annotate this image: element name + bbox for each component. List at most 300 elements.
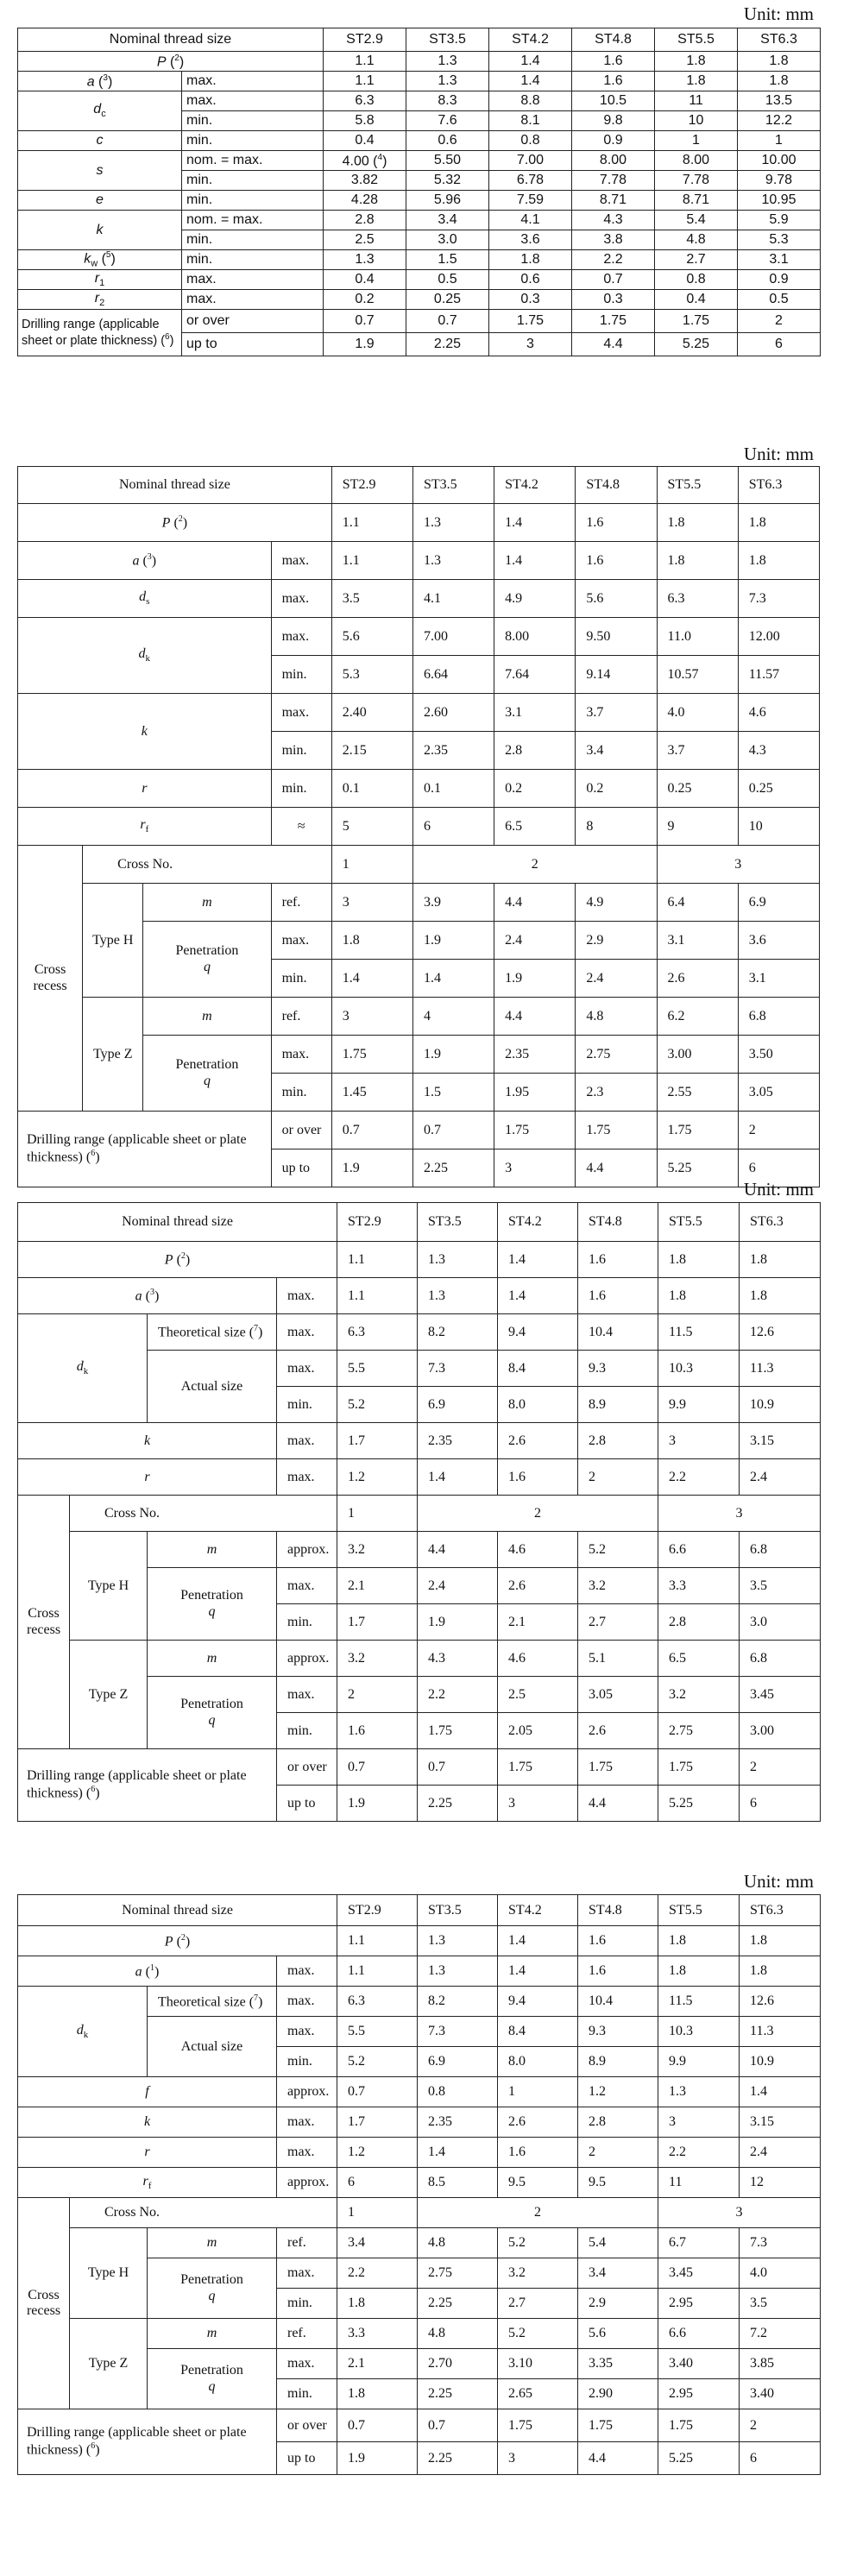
table-cell: 0.9	[738, 270, 821, 290]
param-label-f: f	[18, 2077, 277, 2107]
drilling-range-label: Drilling range (applicable sheet or plate thickness) ($^6$)	[18, 2409, 277, 2475]
table-row	[18, 211, 821, 230]
table-cell: 9.14	[576, 656, 657, 694]
table-cell: 6.3	[657, 580, 738, 618]
table-cell: 1	[738, 131, 821, 151]
penetration-label: Penetration q	[143, 1036, 271, 1112]
qualifier: ≈	[271, 808, 331, 846]
table-cell: 11.5	[658, 1314, 740, 1351]
table-cell: 4.4	[418, 1532, 498, 1568]
qualifier: min.	[277, 2047, 337, 2077]
table-cell: 2.7	[498, 2289, 578, 2319]
table-cell: 0.8	[489, 131, 572, 151]
table-cell: 2.25	[418, 2442, 498, 2475]
theoretical-size-label: Theoretical size ($^7$)	[148, 1314, 277, 1351]
table-cell: 1.75	[657, 1112, 738, 1149]
table-cell: 7.00	[412, 618, 494, 656]
table-row	[18, 310, 821, 333]
table-cell: 1.8	[489, 250, 572, 270]
table-cell: 4.9	[576, 884, 657, 922]
table-cell: 1.3	[406, 52, 489, 72]
table-cell: 8.00	[494, 618, 576, 656]
param-label-r: r	[18, 770, 272, 808]
table-cell: 2.25	[418, 1786, 498, 1822]
table-cell: 2.2	[337, 2258, 418, 2289]
table-cell: 1.8	[658, 1926, 740, 1956]
table-cell: 3	[494, 1149, 576, 1187]
qualifier: approx.	[277, 2168, 337, 2198]
table-cell: 10.3	[658, 2017, 740, 2047]
cross-recess-label: Cross recess	[18, 1496, 70, 1749]
table-cell: 9.8	[572, 111, 655, 131]
table-cell: 2.5	[498, 1677, 578, 1713]
table-cell: 1.1	[324, 72, 406, 91]
table-row	[18, 694, 820, 732]
qualifier: max.	[277, 1677, 337, 1713]
table-cell: 1.4	[498, 1278, 578, 1314]
table-cell: 8.8	[489, 91, 572, 111]
table-cell: 1.3	[412, 504, 494, 542]
param-label-m: m	[148, 1641, 277, 1677]
table-row	[18, 1532, 821, 1568]
penetration-label: Penetration q	[148, 1677, 277, 1749]
table-cell: 1	[331, 846, 412, 884]
param-label-s: s	[18, 151, 182, 191]
table-cell: 1.95	[494, 1074, 576, 1112]
table-cell: 1.8	[655, 72, 738, 91]
param-label-p: P ($^2$)	[18, 1926, 337, 1956]
table-cell: 3.9	[412, 884, 494, 922]
table-cell: 1.75	[578, 1749, 658, 1786]
table-cell: 5.25	[658, 1786, 740, 1822]
table-cell: 8.9	[578, 1387, 658, 1423]
table-cell: 6.4	[657, 884, 738, 922]
table-cell: 11.3	[740, 2017, 821, 2047]
qualifier: min.	[182, 171, 324, 191]
table-cell: 8.2	[418, 1314, 498, 1351]
table-cell: 8.00	[572, 151, 655, 171]
size-header: ST4.2	[494, 467, 576, 504]
table-cell: 3.5	[740, 2289, 821, 2319]
table-row	[18, 2198, 821, 2228]
table-row	[18, 28, 821, 52]
table-cell: 0.7	[406, 310, 489, 333]
table-cell: 10.5	[572, 91, 655, 111]
table-cell: 13.5	[738, 91, 821, 111]
table-cell: 1.2	[337, 2138, 418, 2168]
table-cell: 3.5	[740, 1568, 821, 1604]
table-cell: 2	[418, 1496, 658, 1532]
qualifier: min.	[182, 111, 324, 131]
table-cell: 1.8	[740, 1956, 821, 1987]
table-cell: 7.6	[406, 111, 489, 131]
table-cell: 3.45	[740, 1677, 821, 1713]
table-row	[18, 1459, 821, 1496]
table-cell: 4.4	[576, 1149, 657, 1187]
table-row	[18, 2168, 821, 2198]
table-cell: 1.9	[331, 1149, 412, 1187]
table-cell: 1.75	[576, 1112, 657, 1149]
table-cell: 4.0	[657, 694, 738, 732]
table-cell: 3.40	[658, 2349, 740, 2379]
table-cell: 1.5	[406, 250, 489, 270]
param-label-p: P ($^2$)	[18, 1242, 337, 1278]
table-cell: 0.2	[576, 770, 657, 808]
param-label-ds: $d_s$	[18, 580, 272, 618]
table-cell: 3	[331, 998, 412, 1036]
table-cell: 1.8	[740, 1278, 821, 1314]
table-cell: 4.4	[578, 2442, 658, 2475]
table-cell: 1.75	[494, 1112, 576, 1149]
table-cell: 4.3	[418, 1641, 498, 1677]
table-cell: 0.2	[494, 770, 576, 808]
qualifier: min.	[271, 732, 331, 770]
actual-size-label: Actual size	[148, 2017, 277, 2077]
table-cell: 6	[412, 808, 494, 846]
qualifier: max.	[277, 2138, 337, 2168]
table-cell: 1	[337, 1496, 418, 1532]
table-cell: 8.0	[498, 2047, 578, 2077]
table-cell: 5.32	[406, 171, 489, 191]
table-cell: 8.00	[655, 151, 738, 171]
table-cell: 2.60	[412, 694, 494, 732]
table-cell: 2.1	[337, 1568, 418, 1604]
qualifier: max.	[277, 1351, 337, 1387]
table-cell: 3.85	[740, 2349, 821, 2379]
table-cell: 1.7	[337, 1423, 418, 1459]
penetration-label: Penetration q	[148, 1568, 277, 1641]
table-cell: 8.9	[578, 2047, 658, 2077]
table-cell: 6.64	[412, 656, 494, 694]
table-cell: 4.8	[576, 998, 657, 1036]
size-header: ST3.5	[406, 28, 489, 52]
cross-no-label: Cross No.	[70, 1496, 337, 1532]
table-cell: 0.9	[572, 131, 655, 151]
table-cell: 6.3	[337, 1314, 418, 1351]
table-cell: 1.2	[337, 1459, 418, 1496]
table-cell: 0.4	[324, 270, 406, 290]
table-cell: 3.4	[337, 2228, 418, 2258]
table-cell: 3.05	[738, 1074, 819, 1112]
table-cell: 2.8	[578, 1423, 658, 1459]
table-cell: 5.6	[331, 618, 412, 656]
table-cell: 1.6	[498, 2138, 578, 2168]
table-cell: 2.4	[494, 922, 576, 960]
table-cell: 5.2	[498, 2228, 578, 2258]
qualifier: max.	[277, 1987, 337, 2017]
table-cell: 10.9	[740, 2047, 821, 2077]
table-cell: 3.8	[572, 230, 655, 250]
param-label-rf: $r_f$	[18, 808, 272, 846]
param-label-e: e	[18, 191, 182, 211]
table-cell: 1.4	[498, 1956, 578, 1987]
qualifier: up to	[271, 1149, 331, 1187]
qualifier: min.	[271, 1074, 331, 1112]
qualifier: approx.	[277, 1532, 337, 1568]
table-cell: 1.1	[324, 52, 406, 72]
table-cell: 2.25	[418, 2379, 498, 2409]
table-cell: 3	[331, 884, 412, 922]
table-cell: 3.50	[738, 1036, 819, 1074]
table-cell: 0.1	[331, 770, 412, 808]
unit-label: Unit: mm	[743, 1871, 814, 1892]
qualifier: min.	[271, 656, 331, 694]
table-cell: 3.2	[337, 1641, 418, 1677]
table-cell: 1.8	[740, 1926, 821, 1956]
table-cell: 7.3	[418, 2017, 498, 2047]
qualifier: ref.	[277, 2319, 337, 2349]
table-cell: 7.3	[740, 2228, 821, 2258]
table-cell: 0.3	[572, 290, 655, 310]
table-cell: 2	[738, 310, 821, 333]
table-cell: 1.75	[572, 310, 655, 333]
table-row	[18, 91, 821, 111]
table-cell: 1.4	[489, 52, 572, 72]
table-cell: 0.25	[406, 290, 489, 310]
table-cell: 1.8	[738, 72, 821, 91]
table-row	[18, 808, 820, 846]
table-cell: 2.8	[494, 732, 576, 770]
table-cell: 6.2	[657, 998, 738, 1036]
table-row	[18, 290, 821, 310]
table-cell: 7.2	[740, 2319, 821, 2349]
table-cell: 1.1	[337, 1926, 418, 1956]
table-cell: 1.7	[337, 1604, 418, 1641]
table-cell: 11.57	[738, 656, 819, 694]
table-cell: 0.25	[657, 770, 738, 808]
table-cell: 0.7	[331, 1112, 412, 1149]
param-label-m: m	[148, 2319, 277, 2349]
table-cell: 2	[578, 1459, 658, 1496]
table-cell: 6.5	[658, 1641, 740, 1677]
cross-no-label: Cross No.	[83, 846, 332, 884]
table-cell: 1.3	[418, 1242, 498, 1278]
cross-recess-label: Cross recess	[18, 846, 83, 1112]
param-label-kw: $k_w$ ($^5$)	[18, 250, 182, 270]
table-row	[18, 250, 821, 270]
table-row	[18, 618, 820, 656]
table-cell: 2.2	[658, 2138, 740, 2168]
table-cell: 12.6	[740, 1987, 821, 2017]
table-cell: 2.6	[498, 2107, 578, 2138]
size-header: ST4.8	[578, 1203, 658, 1242]
table-cell: 7.00	[489, 151, 572, 171]
table-cell: 1.6	[337, 1713, 418, 1749]
param-label-a: a ($^3$)	[18, 72, 182, 91]
param-label-k: k	[18, 694, 272, 770]
table-cell: 3.2	[337, 1532, 418, 1568]
table-cell: 1.3	[412, 542, 494, 580]
param-label-m: m	[148, 1532, 277, 1568]
table-cell: 2.65	[498, 2379, 578, 2409]
qualifier: max.	[182, 91, 324, 111]
table-cell: 2.2	[572, 250, 655, 270]
table-cell: 2.6	[657, 960, 738, 998]
table-cell: 1.75	[578, 2409, 658, 2442]
table-cell: 11.3	[740, 1351, 821, 1387]
table-cell: 6.7	[658, 2228, 740, 2258]
table-cell: 6.8	[738, 998, 819, 1036]
table-cell: 1.4	[331, 960, 412, 998]
table-cell: 9.4	[498, 1987, 578, 2017]
table-cell: 7.3	[418, 1351, 498, 1387]
table-cell: 7.64	[494, 656, 576, 694]
header-nominal-thread-size: Nominal thread size	[18, 1203, 337, 1242]
table-cell: 4.0	[740, 2258, 821, 2289]
table-row	[18, 1242, 821, 1278]
table-cell: 3.5	[331, 580, 412, 618]
table-row	[18, 1956, 821, 1987]
table-cell: 6.6	[658, 2319, 740, 2349]
table-row	[18, 2077, 821, 2107]
table-cell: 1.8	[657, 542, 738, 580]
table-cell: 0.7	[337, 1749, 418, 1786]
table-cell: 2.25	[418, 2289, 498, 2319]
table-cell: 1.3	[658, 2077, 740, 2107]
qualifier: max.	[182, 72, 324, 91]
table-cell: 1.8	[740, 1242, 821, 1278]
table-cell: 3.00	[740, 1713, 821, 1749]
size-header: ST6.3	[738, 28, 821, 52]
table-cell: 2.4	[418, 1568, 498, 1604]
table-cell: 4.4	[578, 1786, 658, 1822]
table-cell: 1.6	[578, 1956, 658, 1987]
table-cell: 6	[740, 1786, 821, 1822]
table-cell: 3.35	[578, 2349, 658, 2379]
table-cell: 0.2	[324, 290, 406, 310]
table-cell: 1.8	[337, 2379, 418, 2409]
qualifier: max.	[271, 1036, 331, 1074]
param-label-m: m	[143, 884, 271, 922]
table-cell: 9.78	[738, 171, 821, 191]
table-cell: 0.5	[738, 290, 821, 310]
table-cell: 0.25	[738, 770, 819, 808]
qualifier: min.	[277, 1713, 337, 1749]
table-row	[18, 151, 821, 171]
table-cell: 1.9	[494, 960, 576, 998]
table-cell: 3	[498, 1786, 578, 1822]
table-row	[18, 52, 821, 72]
table-cell: 2	[740, 2409, 821, 2442]
table-cell: 1.3	[418, 1926, 498, 1956]
thread-table-1	[17, 28, 821, 356]
table-cell: 2.9	[578, 2289, 658, 2319]
table-cell: 1.75	[655, 310, 738, 333]
table-row	[18, 998, 820, 1036]
table-row	[18, 1314, 821, 1351]
table-cell: 0.3	[489, 290, 572, 310]
table-cell: 1.4	[412, 960, 494, 998]
qualifier: max.	[271, 694, 331, 732]
table-cell: 1.8	[658, 1956, 740, 1987]
table-cell: 1.75	[658, 2409, 740, 2442]
table-row	[18, 1112, 820, 1149]
param-label-rf: $r_f$	[18, 2168, 277, 2198]
table-cell: 5.25	[658, 2442, 740, 2475]
table-row	[18, 2228, 821, 2258]
table-cell: 2.75	[418, 2258, 498, 2289]
table-cell: 2.8	[578, 2107, 658, 2138]
thread-table-2	[17, 466, 820, 1187]
table-cell: 1.8	[331, 922, 412, 960]
table-cell: 0.4	[655, 290, 738, 310]
table-cell: 0.7	[324, 310, 406, 333]
penetration-label: Penetration q	[148, 2349, 277, 2409]
table-cell: 3.45	[658, 2258, 740, 2289]
table-row	[18, 1423, 821, 1459]
param-label-m: m	[148, 2228, 277, 2258]
qualifier: min.	[182, 191, 324, 211]
table-cell: 9.3	[578, 2017, 658, 2047]
qualifier: max.	[277, 1314, 337, 1351]
table-cell: 1.8	[738, 542, 819, 580]
table-cell: 2.75	[576, 1036, 657, 1074]
table-cell: 5.96	[406, 191, 489, 211]
size-header: ST6.3	[738, 467, 819, 504]
table-cell: 1.8	[658, 1242, 740, 1278]
table-cell: 1.75	[498, 2409, 578, 2442]
table-cell: 1.8	[738, 52, 821, 72]
table-row	[18, 2409, 821, 2442]
table-cell: 1.45	[331, 1074, 412, 1112]
table-cell: 0.6	[406, 131, 489, 151]
table-cell: 4.6	[738, 694, 819, 732]
table-cell: 11	[655, 91, 738, 111]
table-cell: 8	[576, 808, 657, 846]
param-label-k: k	[18, 2107, 277, 2138]
table-cell: 1.9	[412, 922, 494, 960]
table-cell: 4.9	[494, 580, 576, 618]
qualifier: or over	[277, 1749, 337, 1786]
table-cell: 4.28	[324, 191, 406, 211]
qualifier: max.	[277, 1568, 337, 1604]
table-cell: 1.4	[494, 542, 576, 580]
table-cell: 6.5	[494, 808, 576, 846]
table-cell: 2	[337, 1677, 418, 1713]
table-cell: 1	[655, 131, 738, 151]
unit-label: Unit: mm	[743, 1179, 814, 1200]
table-cell: 9.5	[578, 2168, 658, 2198]
table-cell: 5.25	[657, 1149, 738, 1187]
size-header: ST5.5	[658, 1895, 740, 1926]
qualifier: up to	[277, 1786, 337, 1822]
table-cell: 2.90	[578, 2379, 658, 2409]
param-label-r: r	[18, 2138, 277, 2168]
qualifier: max.	[277, 2258, 337, 2289]
qualifier: min.	[277, 1387, 337, 1423]
table-cell: 2.40	[331, 694, 412, 732]
table-cell: 1.75	[489, 310, 572, 333]
table-cell: 4.3	[572, 211, 655, 230]
qualifier: max.	[271, 580, 331, 618]
table-cell: 0.7	[412, 1112, 494, 1149]
drilling-range-label: Drilling range (applicable sheet or plate thickness) ($^6$)	[18, 1112, 272, 1187]
type-h-label: Type H	[70, 2228, 148, 2319]
qualifier: or over	[271, 1112, 331, 1149]
table-cell: 8.4	[498, 2017, 578, 2047]
table-cell: 4.1	[412, 580, 494, 618]
table-cell: 6.8	[740, 1532, 821, 1568]
table-cell: 1.1	[337, 1278, 418, 1314]
header-nominal-thread-size: Nominal thread size	[18, 467, 332, 504]
table-cell: 2.7	[655, 250, 738, 270]
table-cell: 5.50	[406, 151, 489, 171]
table-cell: 8.0	[498, 1387, 578, 1423]
table-cell: 0.7	[418, 1749, 498, 1786]
table-cell: 9.50	[576, 618, 657, 656]
table-cell: 10.57	[657, 656, 738, 694]
table-cell: 12.6	[740, 1314, 821, 1351]
